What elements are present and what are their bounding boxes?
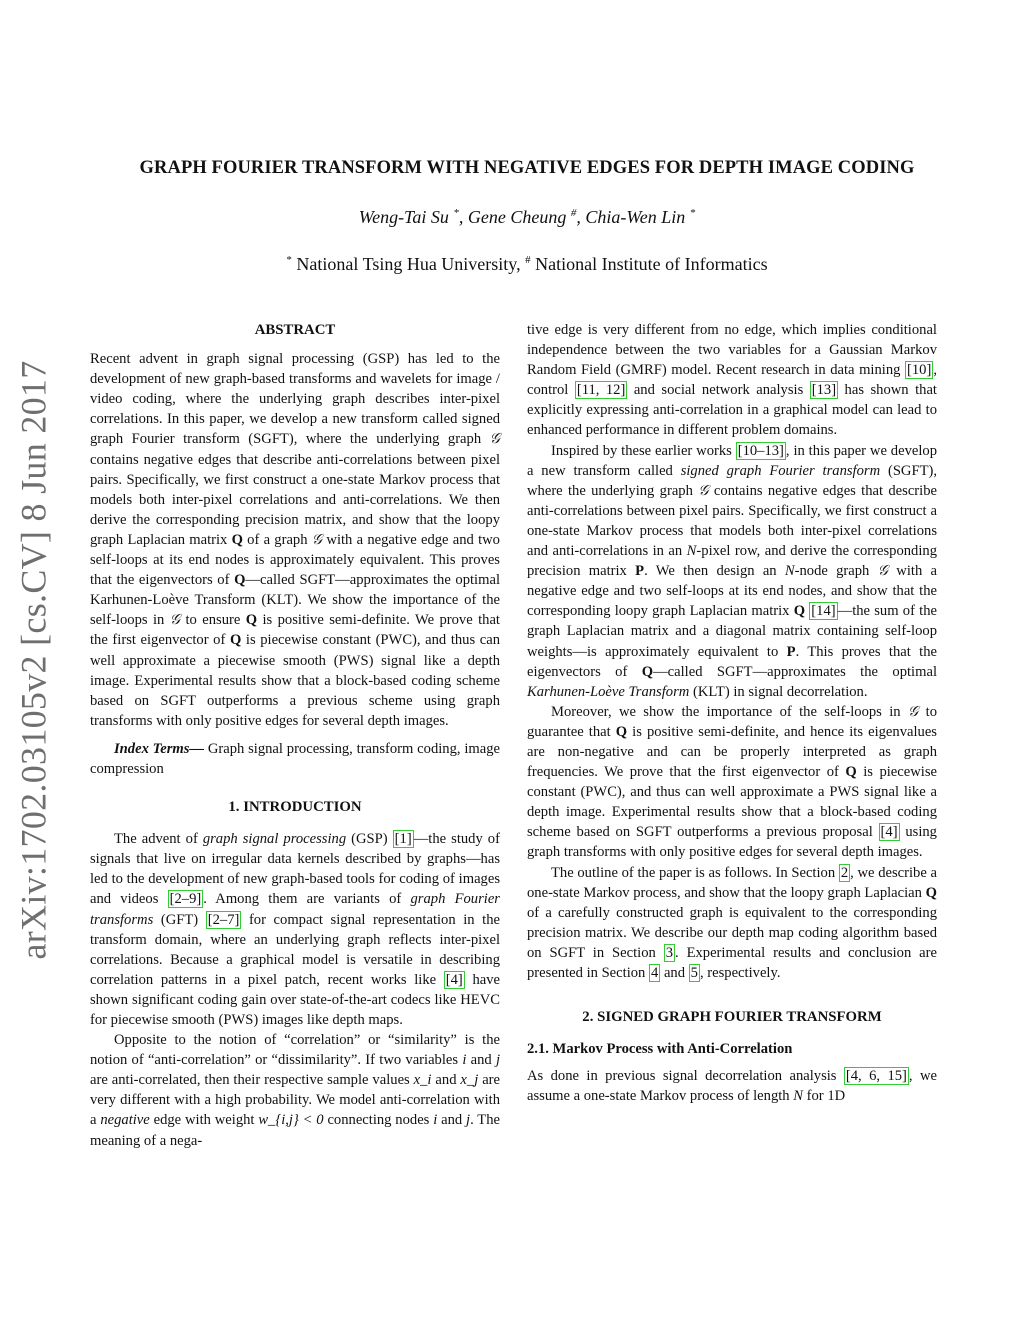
section-link[interactable]: 5 [690, 965, 698, 981]
citation-link[interactable]: [4, 6, 15] [845, 1068, 907, 1085]
body-paragraph: The outline of the paper is as follows. In Section 2 , we describe a one-state Markov process, and show that the loopy graph Laplacian Q of a carefully constructed graph is equivalent to the corresponding precision matrix. We describe our depth map coding algorithm based on SGFT in Section 3 . Experimental results and conclusion are presented in Section 4 and 5 , respectively. [527, 864, 937, 981]
author-mark: * [453, 207, 459, 219]
affiliation-mark: * [286, 254, 292, 266]
citation-link[interactable]: [10–13] [737, 442, 784, 459]
index-terms: Index Terms— Graph signal processing, transform coding, image compression [90, 740, 501, 777]
section-2-heading: 2. SIGNED GRAPH FOURIER TRANSFORM [582, 1009, 882, 1026]
author-mark: # [570, 207, 577, 219]
intro-heading: 1. INTRODUCTION [228, 799, 362, 816]
affiliation-mark: # [525, 254, 531, 266]
section-link[interactable]: 3 [665, 944, 674, 961]
author-name: Chia-Wen Lin [585, 207, 686, 227]
affiliation-list [60, 254, 994, 275]
citation-link[interactable]: [11, 12] [576, 382, 626, 399]
arxiv-watermark [4, 340, 64, 980]
author-list: Weng-Tai Su *, Gene Cheung #, Chia-Wen Lin * [358, 207, 696, 227]
paper-title: GRAPH FOURIER TRANSFORM WITH NEGATIVE EDGES FOR DEPTH IMAGE CODING [139, 158, 915, 178]
abstract-text: Recent advent in graph signal processing (GSP) has led to the development of new graph-based transforms and wavelets for image / video coding, where the underlying graph describes inter-pixel correlations. In this paper, we develop a new transform called signed graph Fourier transform (SGFT), where the underlying graph 𝒢 contains negative edges that describe anti-correlations between pixel pairs. Specifically, we first construct a one-state Markov process that models both inter-pixel correlations and anti-correlations. We then derive the corresponding precision matrix, and show that the loopy graph Laplacian matrix Q of a graph 𝒢 with a negative edge and two self-loops at its end nodes is approximately equivalent. This proves that the eigenvectors of Q—called SGFT—approximates the optimal Karhunen-Loève Transform (KLT). We show the importance of the self-loops in 𝒢 to ensure Q is positive semi-definite. We prove that the first eigenvector of Q is piecewise constant (PWC), and thus can well approximate a piecewise smooth (PWS) signal like a depth image. Experimental results show that a block-based coding scheme based on SGFT outperforms a previous scheme using graph transforms with only positive edges for several depth images. [90, 351, 500, 729]
affiliation-name: National Tsing Hua University, [296, 254, 521, 274]
citation-link[interactable]: [2–9] [169, 891, 202, 908]
citation-link[interactable]: [14] [811, 603, 836, 620]
author-name: Gene Cheung [467, 207, 567, 227]
left-column [90, 320, 500, 1151]
citation-link[interactable]: [4] [880, 824, 898, 841]
body-paragraph: Moreover, we show the importance of the self-loops in 𝒢 to guarantee that Q is positive semi-definite, and hence its eigenvalues are non-negative and can be properly interpreted as graph frequencies. We prove that the first eigenvector of Q is piecewise constant (PWC), and thus can well approximate a PWS signal like a depth image. Experimental results show that a block-based coding scheme based on SGFT outperforms a previous proposal [4] using graph transforms with only positive edges for several depth images. [527, 703, 938, 861]
affiliation-name: National Institute of Informatics [535, 254, 768, 274]
intro-paragraph-1: The advent of graph signal processing (GSP) [1] —the study of signals that live on irregular data kernels described by graphs—has led to the development of new graph-based tools for coding of images and videos [2–9] . Among them are variants of graph Fourier transforms (GFT) [2–7] for compact signal representation in the transform domain, where an underlying graph reflects inter-pixel correlations. Because a graphical model is versatile in describing correlation patterns in a pixel patch, recent works like [4] have shown significant coding gain over state-of-the-art codecs like HEVC for piecewise smooth (PWS) images like depth maps. [90, 831, 501, 1028]
body-paragraph: Inspired by these earlier works [10–13] , in this paper we develop a new transform called signed graph Fourier transform (SGFT), where the underlying graph 𝒢 contains negative edges that describe anti-correlations between pixel pairs. Specifically, we first construct a one-state Markov process that models both inter-pixel correlations and anti-correlations in an N-pixel row, and derive the corresponding precision matrix P. We then design an N-node graph 𝒢 with a negative edge and two self-loops at its end nodes, and show that the corresponding loopy graph Laplacian matrix Q [14] —the sum of the graph Laplacian matrix and a diagonal matrix containing self-loop weights—is approximately equivalent to P. This proves that the eigenvectors of Q—called SGFT—approximates the optimal Karhunen-Loève Transform (KLT) in signal decorrelation. [527, 442, 938, 700]
arxiv-id: arXiv:1702.03105v2 [cs.CV] 8 Jun 2017 [14, 360, 54, 960]
index-terms-label: Index Terms— [114, 740, 205, 757]
body-paragraph: As done in previous signal decorrelation analysis [4, 6, 15] , we assume a one-state Markov process of length N for 1D [527, 1068, 937, 1105]
citation-link[interactable]: [10] [907, 362, 932, 379]
citation-link[interactable]: [2–7] [207, 911, 240, 928]
body-paragraph: tive edge is very different from no edge, which implies conditional independence between the two variables for a Gaussian Markov Random Field (GMRF) model. Recent research in data mining [10] , control [11, 12] and social network analysis [13] has shown that explicitly expressing anti-correlation in a graphical model can lead to enhanced performance in different problem domains. [527, 322, 937, 439]
author-name: Weng-Tai Su [358, 207, 449, 227]
author-mark: * [689, 207, 696, 219]
section-2-1-heading: 2.1. Markov Process with Anti-Correlation [527, 1041, 793, 1058]
right-column [527, 320, 937, 1106]
citation-link[interactable]: [13] [811, 382, 837, 399]
intro-paragraph-2: Opposite to the notion of “correlation” or “similarity” is the notion of “anti-correlation” or “dissimilarity”. If two variables i and j are anti-correlated, then their respective sample values x_i and x_j are very different with a high probability. We model anti-correlation with a negative edge with weight w_{i,j} < 0 connecting nodes i and j. The meaning of a nega- [90, 1032, 501, 1149]
section-link[interactable]: 2 [840, 864, 849, 881]
citation-link[interactable]: [4] [445, 971, 463, 988]
citation-link[interactable]: [1] [394, 831, 412, 848]
section-link[interactable]: 4 [651, 965, 659, 981]
abstract-heading: ABSTRACT [254, 322, 336, 338]
